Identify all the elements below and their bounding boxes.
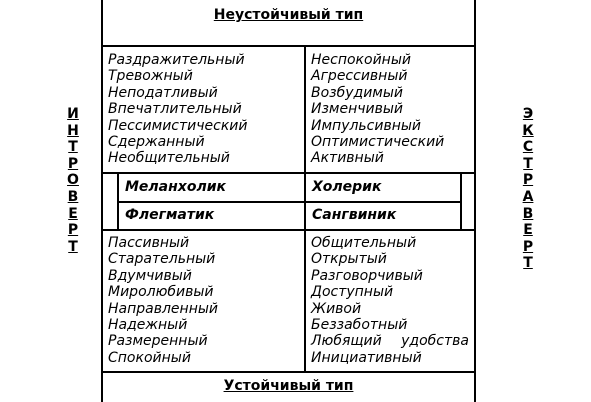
axis-letter: К — [522, 122, 534, 139]
axis-letter: В — [67, 188, 79, 205]
axis-letter: Е — [68, 205, 78, 222]
trait: Раздражительный — [108, 52, 245, 68]
melancholic-label: Меланхолик — [125, 179, 227, 195]
axis-letter: И — [67, 106, 79, 122]
trait: Старательный — [108, 251, 216, 268]
axis-letter: Т — [523, 255, 533, 272]
trait: Разговорчивый — [311, 267, 423, 284]
axis-letter: Т — [523, 155, 533, 172]
trait: Неподатливый — [108, 84, 218, 101]
trait: Доступный — [311, 284, 394, 301]
trait-word: удобства — [401, 333, 469, 350]
axis-letter: Р — [522, 172, 534, 189]
trait: Миролюбивый — [108, 284, 214, 301]
axis-letter: О — [67, 172, 79, 189]
bottom-title: Устойчивый тип — [223, 378, 354, 394]
band-right-inner — [460, 172, 462, 231]
bottom-left-traits — [108, 235, 218, 366]
left-column-border — [101, 0, 103, 402]
trait: Направленный — [108, 300, 218, 317]
extravert-axis-label — [520, 106, 536, 272]
introvert-axis-label — [65, 106, 81, 255]
center-divider — [304, 45, 306, 373]
right-column-border — [474, 0, 476, 402]
bottom-right-traits — [311, 235, 469, 366]
sanguine-label: Сангвиник — [312, 207, 397, 223]
trait: Инициативный — [311, 349, 422, 366]
choleric-label: Холерик — [312, 179, 382, 195]
trait: Агрессивный — [311, 68, 408, 85]
axis-letter: Р — [67, 155, 79, 172]
top-title: Неустойчивый тип — [213, 7, 364, 23]
top-right-traits — [311, 52, 444, 167]
trait: Изменчивый — [311, 101, 404, 118]
trait: Оптимистический — [311, 134, 445, 151]
top-left-traits — [108, 52, 247, 167]
trait: Беззаботный — [311, 317, 408, 334]
trait: Впечатлительный — [108, 101, 242, 118]
axis-letter: Э — [522, 106, 534, 122]
axis-letter: Е — [523, 222, 533, 239]
trait: Живой — [311, 300, 362, 317]
phlegmatic-label: Флегматик — [125, 207, 215, 223]
trait: Вдумчивый — [108, 267, 192, 284]
trait: Спокойный — [108, 349, 191, 366]
trait: Пессимистический — [108, 117, 248, 134]
trait: Тревожный — [108, 68, 193, 85]
axis-letter: Н — [67, 122, 79, 139]
band-top-line — [101, 172, 476, 174]
trait: Активный — [311, 150, 384, 167]
trait: Сдержанный — [108, 134, 205, 151]
band-mid-line — [117, 201, 462, 203]
axis-letter: Т — [68, 238, 78, 255]
trait: Возбудимый — [311, 84, 404, 101]
band-left-inner — [117, 172, 119, 231]
trait: Импульсивный — [311, 117, 422, 134]
axis-letter: Р — [67, 222, 79, 239]
trait: Необщительный — [108, 150, 230, 167]
trait-word: Любящий — [311, 333, 382, 350]
trait: Общительный — [311, 235, 417, 251]
trait: Пассивный — [108, 235, 190, 251]
trait: Надежный — [108, 317, 188, 334]
axis-letter: Т — [68, 139, 78, 156]
axis-letter: С — [522, 139, 534, 156]
trait — [311, 333, 469, 349]
band-bottom-line — [101, 229, 476, 231]
axis-letter: Р — [522, 238, 534, 255]
bottom-box-top — [101, 371, 476, 373]
trait: Размеренный — [108, 333, 208, 350]
trait: Неспокойный — [311, 52, 411, 68]
axis-letter: А — [522, 188, 534, 205]
trait: Открытый — [311, 251, 387, 268]
axis-letter: В — [522, 205, 534, 222]
